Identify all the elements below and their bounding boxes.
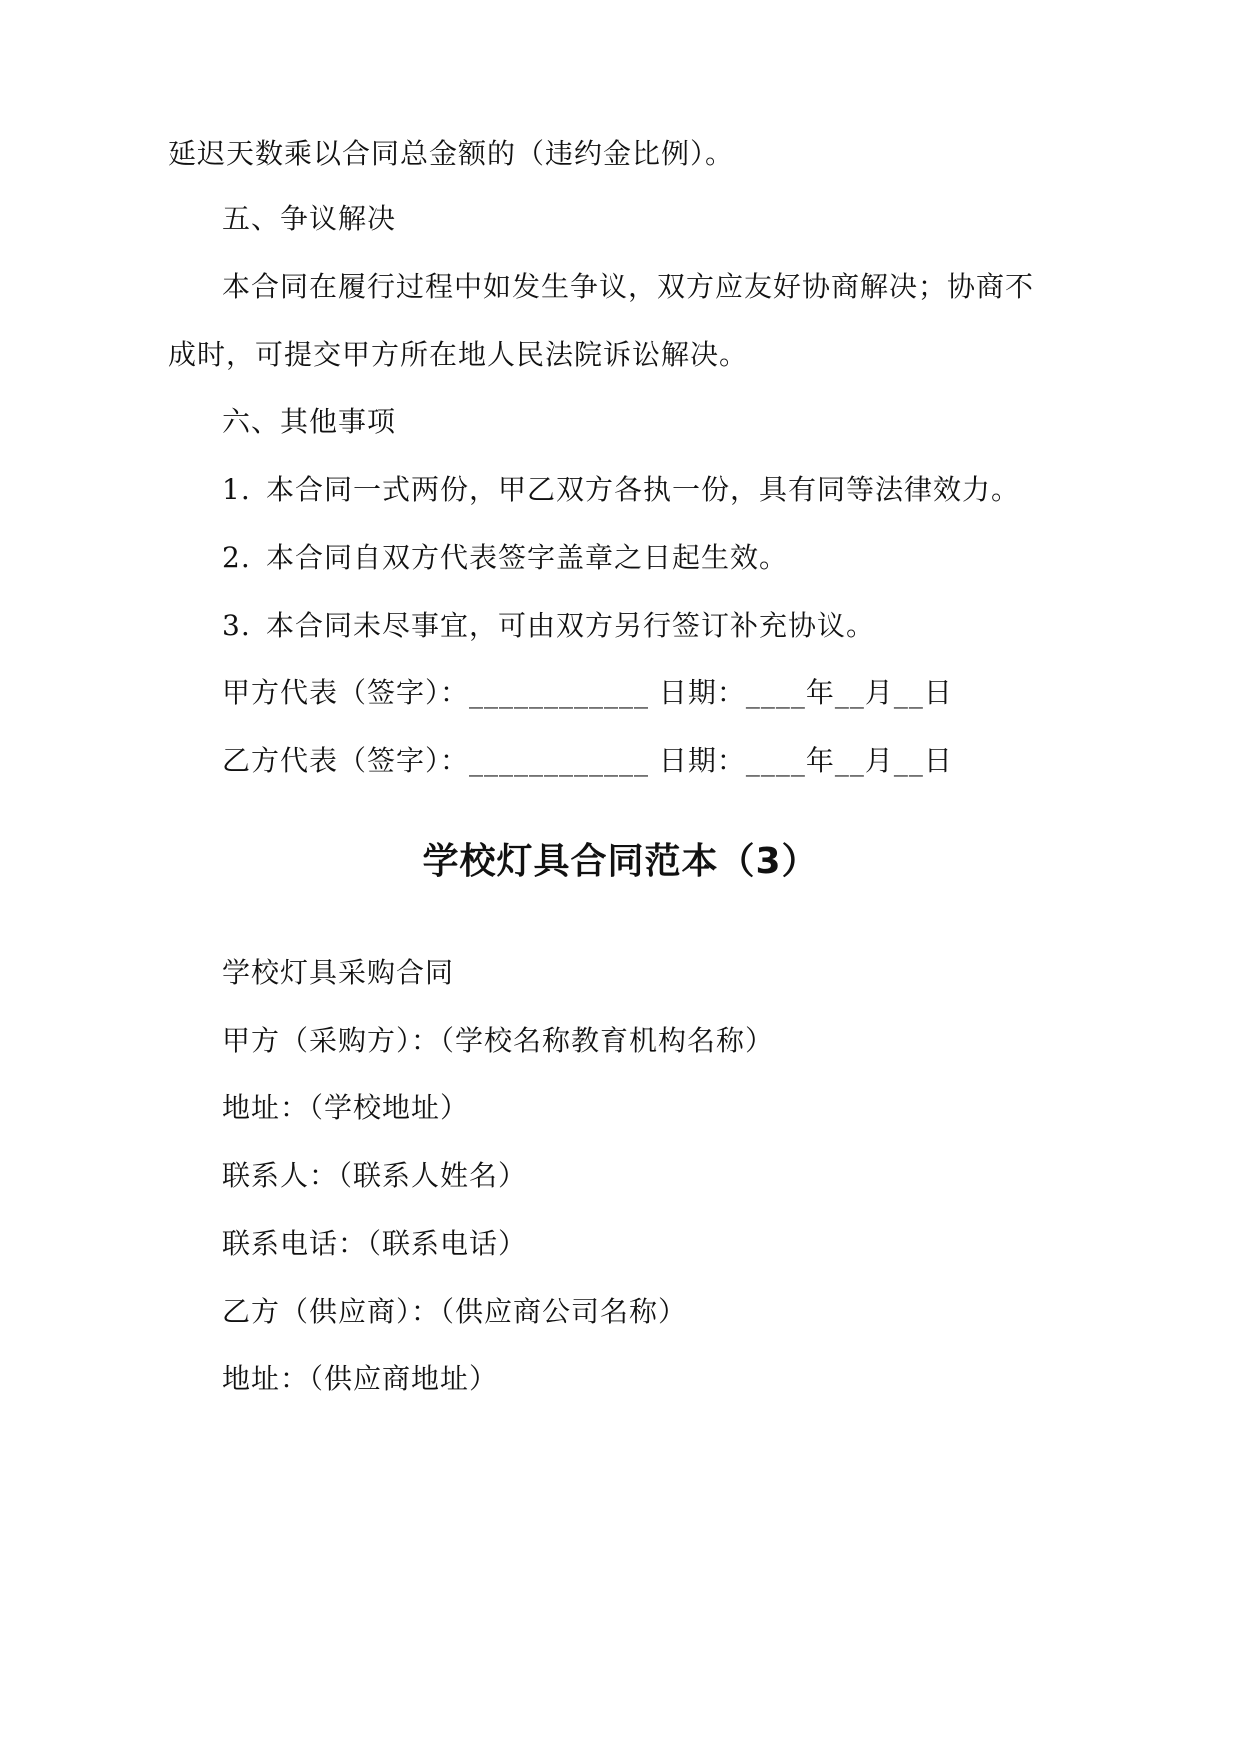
party-a-address: 地址：（学校地址） xyxy=(222,1091,470,1124)
penalty-clause-continued: 延迟天数乘以合同总金额的（违约金比例）。 xyxy=(168,137,735,170)
contact-person: 联系人：（联系人姓名） xyxy=(222,1159,528,1192)
heading-other-matters: 六、其他事项 xyxy=(222,405,397,438)
heading-dispute-resolution: 五、争议解决 xyxy=(222,202,397,235)
list-item-number: 2. xyxy=(222,541,251,574)
list-item-number: 1. xyxy=(222,473,251,506)
contact-phone: 联系电话：（联系电话） xyxy=(222,1227,528,1260)
list-item-number: 3. xyxy=(222,609,251,642)
list-item xyxy=(222,606,875,646)
party-b-address: 地址：（供应商地址） xyxy=(222,1362,499,1395)
party-b-name: 乙方（供应商）：（供应商公司名称） xyxy=(222,1295,688,1328)
party-a-name: 甲方（采购方）：（学校名称教育机构名称） xyxy=(222,1024,775,1057)
list-item-text: 本合同一式两份，甲乙双方各执一份，具有同等法律效力。 xyxy=(266,473,1021,506)
party-a-signature-line: 甲方代表（签字）：____________ 日期：____年__月__日 xyxy=(222,676,953,709)
list-item-text: 本合同未尽事宜，可由双方另行签订补充协议。 xyxy=(266,609,876,642)
dispute-paragraph-line-2: 成时，可提交甲方所在地人民法院诉讼解决。 xyxy=(168,338,749,371)
contract-name: 学校灯具采购合同 xyxy=(222,956,455,989)
party-b-signature-line: 乙方代表（签字）：____________ 日期：____年__月__日 xyxy=(222,744,953,777)
dispute-paragraph-line-1: 本合同在履行过程中如发生争议，双方应友好协商解决；协商不 xyxy=(222,270,1035,303)
list-item xyxy=(222,538,788,578)
section-title: 学校灯具合同范本（3） xyxy=(422,841,819,882)
list-item-text: 本合同自双方代表签字盖章之日起生效。 xyxy=(266,541,789,574)
list-item xyxy=(222,470,1020,510)
